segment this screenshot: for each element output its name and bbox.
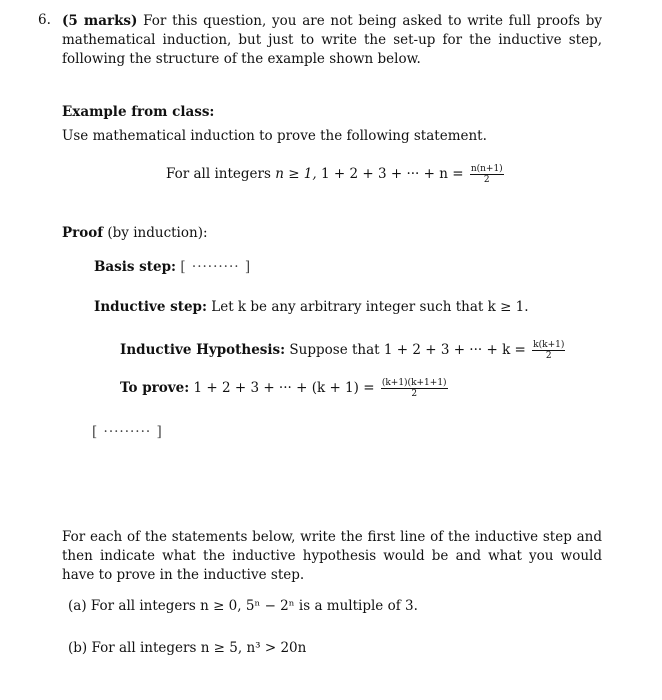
hypothesis-text: Suppose that 1 + 2 + 3 + ··· + k = bbox=[289, 342, 526, 358]
basis-step-label: Basis step: bbox=[94, 259, 177, 275]
task-item-b bbox=[68, 640, 306, 656]
hypothesis-line bbox=[120, 340, 565, 361]
task-item-a bbox=[68, 598, 418, 614]
hypothesis-label: Inductive Hypothesis: bbox=[120, 342, 286, 358]
example-heading: Example from class: bbox=[62, 104, 215, 120]
question-intro bbox=[62, 12, 602, 69]
inductive-step-text: Let k be any arbitrary integer such that k ≥ 1. bbox=[211, 299, 529, 315]
proof-placeholder: [ ········· ] bbox=[92, 424, 163, 440]
statement-lhs: 1 + 2 + 3 + ··· + n = bbox=[321, 166, 464, 182]
to-prove-label: To prove: bbox=[120, 380, 190, 396]
task-item-label: (b) bbox=[68, 640, 88, 656]
to-prove-line bbox=[120, 378, 448, 399]
to-prove-fraction-numerator: (k+1)(k+1+1) bbox=[381, 378, 447, 388]
statement-fraction-numerator: n(n+1) bbox=[470, 164, 503, 174]
example-instruction: Use mathematical induction to prove the following statement. bbox=[62, 128, 487, 144]
to-prove-fraction-denominator: 2 bbox=[411, 389, 418, 399]
example-statement bbox=[166, 164, 504, 185]
proof-label: Proof bbox=[62, 225, 104, 241]
hypothesis-fraction-numerator: k(k+1) bbox=[533, 340, 565, 350]
statement-condition: n ≥ 1, bbox=[275, 166, 317, 182]
to-prove-text: 1 + 2 + 3 + ··· + (k + 1) = bbox=[193, 380, 375, 396]
task-item-text: For all integers n ≥ 0, 5ⁿ − 2ⁿ is a multiple of 3. bbox=[90, 598, 418, 614]
proof-label-suffix: (by induction): bbox=[107, 225, 208, 241]
question-number: 6. bbox=[38, 12, 51, 28]
question-intro-text: For this question, you are not being asked to write full proofs by mathematical induction, but just to write the set-up for the inductive step, following the structure of the example shown below. bbox=[62, 13, 602, 67]
basis-step-placeholder: [ ········· ] bbox=[180, 259, 252, 275]
basis-step-line bbox=[94, 259, 251, 275]
to-prove-fraction bbox=[381, 378, 448, 399]
question-marks: (5 marks) bbox=[62, 13, 138, 29]
inductive-step-line bbox=[94, 299, 529, 315]
statement-fraction bbox=[470, 164, 504, 185]
statement-fraction-denominator: 2 bbox=[483, 175, 490, 185]
tasks-instruction: For each of the statements below, write the first line of the inductive step and then indicate what the inductive hypothesis would be and what you would have to prove in the inductive step. bbox=[62, 529, 602, 583]
hypothesis-fraction-denominator: 2 bbox=[545, 351, 552, 361]
proof-label-line bbox=[62, 225, 208, 241]
task-item-label: (a) bbox=[68, 598, 87, 614]
task-item-text: For all integers n ≥ 5, n³ > 20n bbox=[91, 640, 307, 656]
hypothesis-fraction bbox=[532, 340, 565, 361]
inductive-step-label: Inductive step: bbox=[94, 299, 207, 315]
statement-prefix: For all integers bbox=[166, 166, 271, 182]
